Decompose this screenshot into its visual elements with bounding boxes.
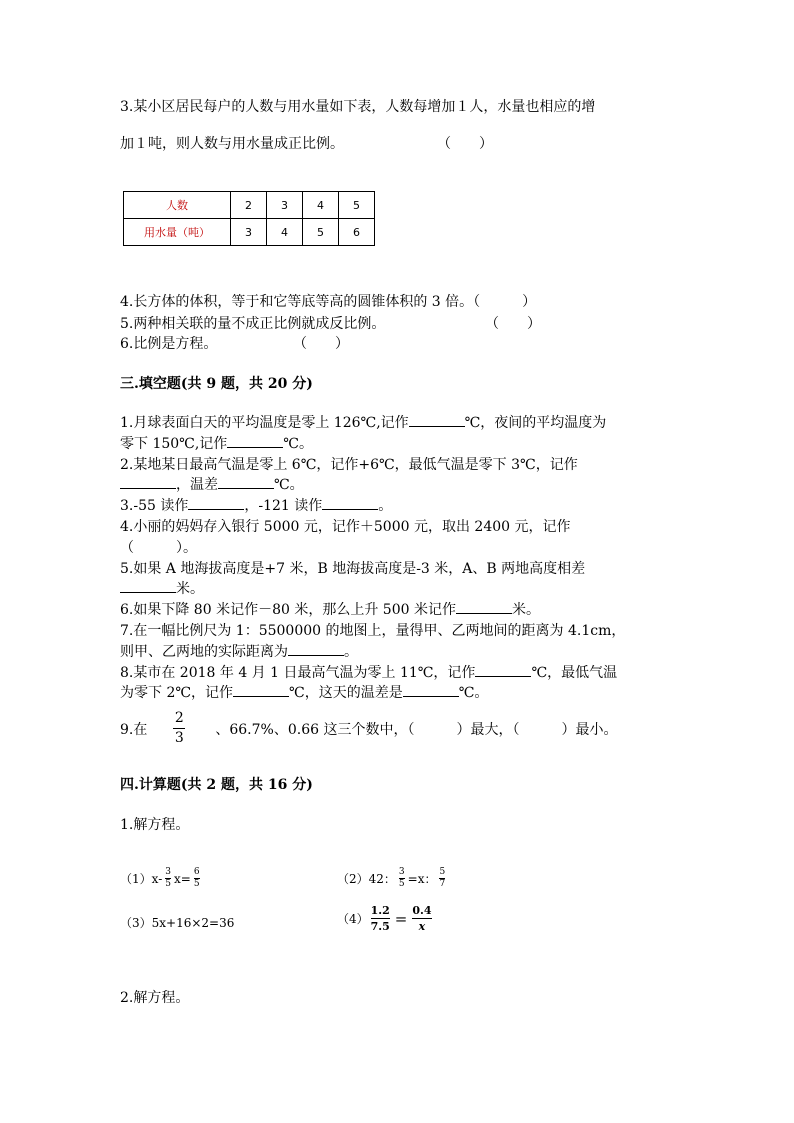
fill-q2-text-a: 2.某地某日最高气温是零上 6℃，记作+6℃，最低气温是零下 3℃，记作 <box>120 457 578 473</box>
equation-3: （3）5x+16×2=36 <box>120 916 235 930</box>
q5-text: 5.两种相关联的量不成正比例就成反比例。 <box>120 316 386 332</box>
fill-q2-text-c: ℃。 <box>274 477 304 493</box>
table-cell: 6 <box>339 219 375 246</box>
fill-q8-text-a: 8.某市在 2018 年 4 月 1 日最高气温为零上 11℃，记作 <box>120 665 476 681</box>
fraction <box>371 905 390 932</box>
fraction-denominator: 5 <box>193 879 200 889</box>
fill-blank[interactable] <box>403 684 459 697</box>
fill-q3-text-a: 3.-55 读作 <box>120 498 189 514</box>
equation-text: x= <box>173 871 191 886</box>
fill-q3-text-c: 。 <box>378 498 393 514</box>
fill-blank[interactable] <box>322 497 378 510</box>
fill-q4-text-a: 4.小丽的妈妈存入银行 5000 元，记作＋5000 元，取出 2400 元，记作 <box>120 519 571 535</box>
q3-line1: 3.某小区居民每户的人数与用水量如下表，人数每增加１人，水量也相应的增 <box>120 99 596 115</box>
fraction-denominator: 5 <box>165 879 171 889</box>
fill-blank[interactable] <box>227 435 283 448</box>
fill-q8-line2 <box>120 682 488 702</box>
equation-text: （1）x- <box>120 872 163 886</box>
fill-q6-line <box>120 599 540 619</box>
table-cell: 2 <box>231 192 267 219</box>
table-cell: 3 <box>231 219 267 246</box>
fill-q7-text-a: 7.在一幅比例尺为 1：5500000 的地图上，量得甲、乙两地间的距离为 4.1cm， <box>120 623 626 639</box>
equation-text: （2）42： <box>337 872 396 886</box>
fill-q2-line1 <box>120 454 578 474</box>
calc-q2-title: 2.解方程。 <box>120 990 190 1006</box>
fill-q5-line2 <box>120 578 204 598</box>
equals-sign: = <box>394 909 408 928</box>
fill-q3-line <box>120 495 392 515</box>
fraction-numerator: 5 <box>439 867 446 877</box>
fraction-denominator: 5 <box>398 879 405 889</box>
fraction-denominator: 3 <box>174 730 184 747</box>
water-usage-table <box>123 191 375 246</box>
equation-4 <box>337 905 434 932</box>
fill-blank[interactable] <box>288 643 344 656</box>
table-cell: 5 <box>303 219 339 246</box>
fraction-numerator: 3 <box>398 867 405 877</box>
fraction-denominator: x <box>418 920 426 933</box>
fill-q1-text-d: ℃。 <box>283 436 313 452</box>
fraction-numerator: 0.4 <box>412 904 432 917</box>
q5-answer-paren[interactable]: （ ） <box>485 316 541 332</box>
q6-answer-paren[interactable]: （ ） <box>293 336 349 352</box>
table-row-label-water: 用水量（吨） <box>124 219 231 246</box>
fraction-numerator: 2 <box>174 710 184 726</box>
fill-q8-text-e: ℃。 <box>458 685 489 701</box>
fraction-denominator: 7 <box>439 879 446 889</box>
q4-text: 4.长方体的体积，等于和它等底等高的圆锥体积的 3 倍。（ ） <box>120 294 537 310</box>
fraction <box>412 905 431 932</box>
q3-answer-paren[interactable]: （ ） <box>437 136 493 152</box>
fill-blank[interactable] <box>120 476 176 489</box>
fill-q1-line2 <box>120 433 313 453</box>
fraction-denominator: 7.5 <box>370 920 390 933</box>
fill-q9-text-b: 、66.7%、0.66 这三个数中，（ ）最大，（ ）最小。 <box>215 721 618 738</box>
fill-q8-line1 <box>120 662 617 682</box>
fill-blank[interactable] <box>120 580 176 593</box>
fill-blank[interactable] <box>233 684 289 697</box>
fill-q8-text-b: ℃，最低气温 <box>531 665 618 681</box>
fill-q5-text-b: 米。 <box>176 581 204 597</box>
calc-q1-title: 1.解方程。 <box>120 817 190 833</box>
fill-blank[interactable] <box>409 414 465 427</box>
fill-q4-text-b[interactable]: （ ）。 <box>120 540 197 556</box>
fraction <box>165 868 171 889</box>
fill-q9-text-a: 9.在 <box>120 721 148 738</box>
fill-q3-text-b: ，-121 读作 <box>244 498 323 514</box>
fill-q5-text-a: 5.如果 A 地海拔高度是+7 米，B 地海拔高度是-3 米，A、B 两地高度相差 <box>120 561 586 577</box>
equation-1 <box>120 868 203 889</box>
q3-line2: 加１吨，则人数与用水量成正比例。 <box>120 136 344 152</box>
fill-q1-line1 <box>120 412 606 432</box>
section-3-title: 三.填空题(共 9 题，共 20 分) <box>120 376 313 392</box>
fill-q6-text-b: 米。 <box>511 602 540 618</box>
fill-q7-text-c: 。 <box>344 644 358 660</box>
fill-blank[interactable] <box>218 476 274 489</box>
table-cell: 3 <box>267 192 303 219</box>
table-cell: 4 <box>267 219 303 246</box>
section-4-title: 四.计算题(共 2 题，共 16 分) <box>120 777 313 793</box>
fraction-numerator: 1.2 <box>370 904 390 917</box>
fraction <box>439 868 445 889</box>
fill-q8-text-c: 为零下 2℃，记作 <box>120 685 234 701</box>
fraction-two-thirds <box>173 711 185 747</box>
table-row <box>124 219 375 246</box>
fill-q1-text-b: ℃，夜间的平均温度为 <box>464 415 607 431</box>
fill-q6-text-a: 6.如果下降 80 米记作－80 米，那么上升 500 米记作 <box>120 602 456 618</box>
fill-q9-line <box>120 711 617 747</box>
table-cell: 4 <box>303 192 339 219</box>
fill-q2-line2 <box>120 474 304 494</box>
fraction <box>194 868 200 889</box>
fraction <box>399 868 405 889</box>
fill-q7-line2 <box>120 641 358 661</box>
fill-q2-text-b: ，温差 <box>176 477 218 493</box>
fill-q7-text-b: 则甲、乙两地的实际距离为 <box>120 644 288 660</box>
fill-blank[interactable] <box>188 497 244 510</box>
fill-q1-text-c: 零下 150℃,记作 <box>120 436 228 452</box>
fill-q1-text-a: 1.月球表面白天的平均温度是零上 126℃,记作 <box>120 415 409 431</box>
q6-text: 6.比例是方程。 <box>120 336 218 352</box>
table-row <box>124 192 375 219</box>
fill-q8-text-d: ℃，这天的温差是 <box>289 685 403 701</box>
equation-text: （4） <box>337 912 369 926</box>
fraction-numerator: 6 <box>193 867 200 877</box>
table-row-label-people: 人数 <box>124 192 231 219</box>
equation-2 <box>337 868 448 889</box>
equation-text: =x： <box>407 872 437 886</box>
table-cell: 5 <box>339 192 375 219</box>
fill-blank[interactable] <box>456 601 512 614</box>
fill-blank[interactable] <box>475 664 531 677</box>
fraction-numerator: 3 <box>165 867 171 877</box>
